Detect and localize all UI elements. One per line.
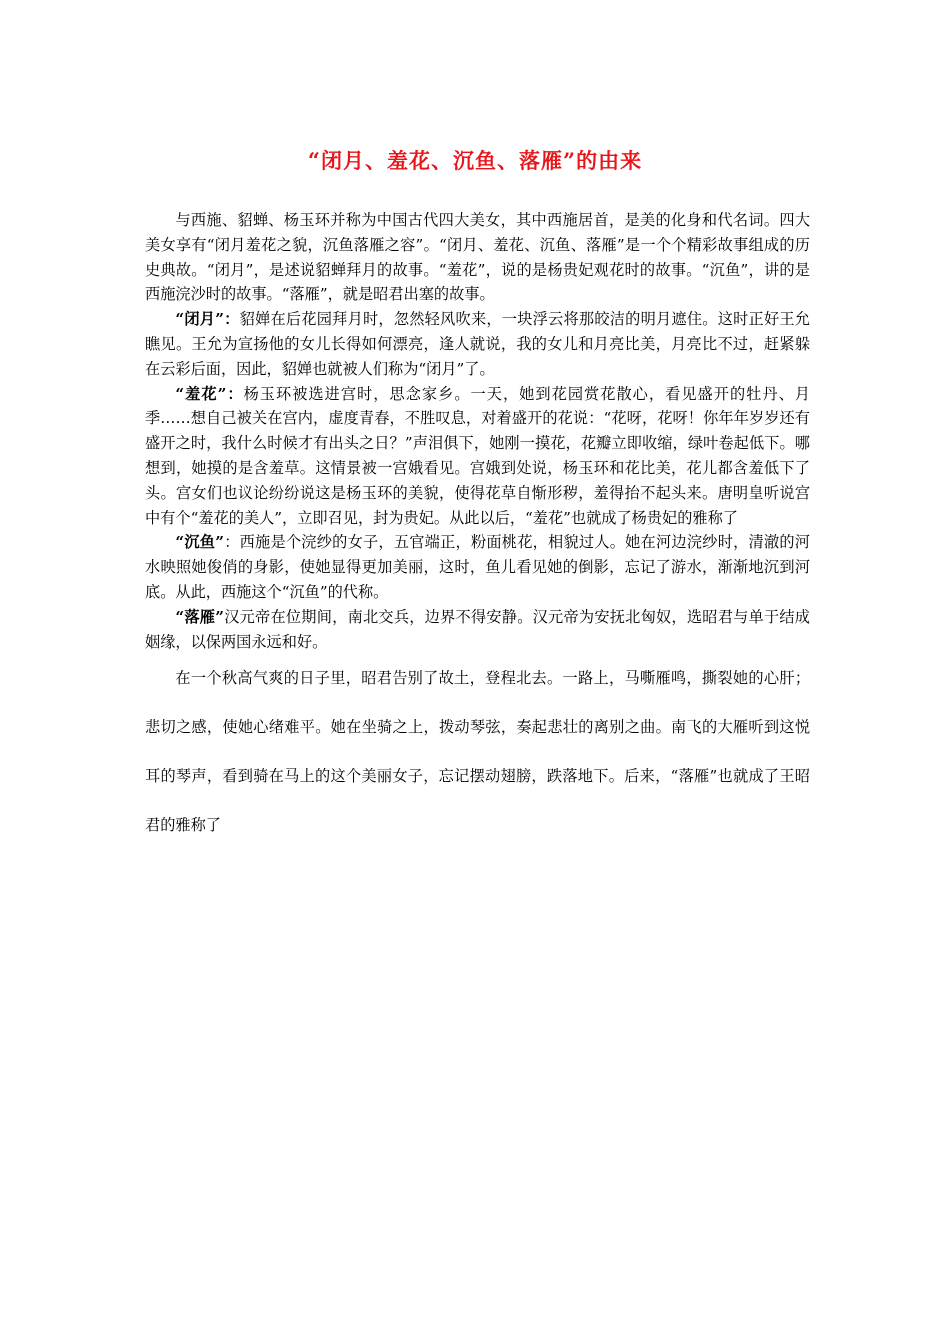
section-text-luoyan: 汉元帝在位期间，南北交兵，边界不得安静。汉元帝为安抚北匈奴，选昭君与单于结成姻缘，以保两国永远和好。 xyxy=(145,607,810,651)
section-biyue xyxy=(145,307,810,381)
section-xiuhua xyxy=(145,382,810,531)
section-text-biyue: 貂婵在后花园拜月时，忽然轻风吹来，一块浮云将那皎洁的明月遮住。这时正好王允瞧见。王允为宣扬他的女儿长得如何漂亮，逢人就说，我的女儿和月亮比美，月亮比不过，赶紧躲在云彩后面，因此，貂婵也就被人们称为“闭月”了。 xyxy=(145,310,810,378)
closing-paragraph: 在一个秋高气爽的日子里，昭君告别了故土，登程北去。一路上，马嘶雁鸣，撕裂她的心肝；悲切之感，使她心绪难平。她在坐骑之上，拨动琴弦，奏起悲壮的离别之曲。南飞的大雁听到这悦耳的琴声，看到骑在马上的这个美丽女子，忘记摆动翅膀，跌落地下。后来，“落雁”也就成了王昭君的雅称了 xyxy=(145,669,810,835)
section-heading-xiuhua: “羞花”： xyxy=(175,384,244,403)
section-heading-chenyu: “沉鱼” xyxy=(175,533,224,552)
section-luoyan xyxy=(145,605,810,655)
section-chenyu xyxy=(145,530,810,604)
document-body xyxy=(145,208,810,850)
section-heading-luoyan: “落雁” xyxy=(175,607,224,626)
section-text-chenyu: ：西施是个浣纱的女子，五官端正，粉面桃花，相貌过人。她在河边浣纱时，清澈的河水映照她俊俏的身影，使她显得更加美丽，这时，鱼儿看见她的倒影，忘记了游水，渐渐地沉到河底。从此，西施这个“沉鱼”的代称。 xyxy=(145,533,810,601)
document-title: “闭月、羞花、沉鱼、落雁”的由来 xyxy=(307,148,643,173)
section-text-xiuhua: 杨玉环被选进宫时，思念家乡。一天，她到花园赏花散心，看见盛开的牡丹、月季……想自己被关在宫内，虚度青春，不胜叹息，对着盛开的花说：“花呀，花呀！你年年岁岁还有盛开之时，我什么时候才有出头之日？”声泪俱下，她刚一摸花，花瓣立即收缩，绿叶卷起低下。哪想到，她摸的是含羞草。这情景被一宫娥看见。宫娥到处说，杨玉环和花比美，花儿都含羞低下了头。宫女们也议论纷纷说这是杨玉环的美貌，使得花草自惭形秽，羞得抬不起头来。唐明皇听说宫中有个“羞花的美人”，立即召见，封为贵妃。从此以后，“羞花”也就成了杨贵妃的雅称了 xyxy=(145,384,810,527)
section-heading-biyue: “闭月”： xyxy=(175,310,240,329)
intro-paragraph: 与西施、貂蝉、杨玉环并称为中国古代四大美女，其中西施居首，是美的化身和代名词。四大美女享有“闭月羞花之貌，沉鱼落雁之容”。“闭月、羞花、沉鱼、落雁”是一个个精彩故事组成的历史典故。“闭月”，是述说貂蝉拜月的故事。“羞花”，说的是杨贵妃观花时的故事。“沉鱼”，讲的是西施浣沙时的故事。“落雁”，就是昭君出塞的故事。 xyxy=(145,211,810,304)
